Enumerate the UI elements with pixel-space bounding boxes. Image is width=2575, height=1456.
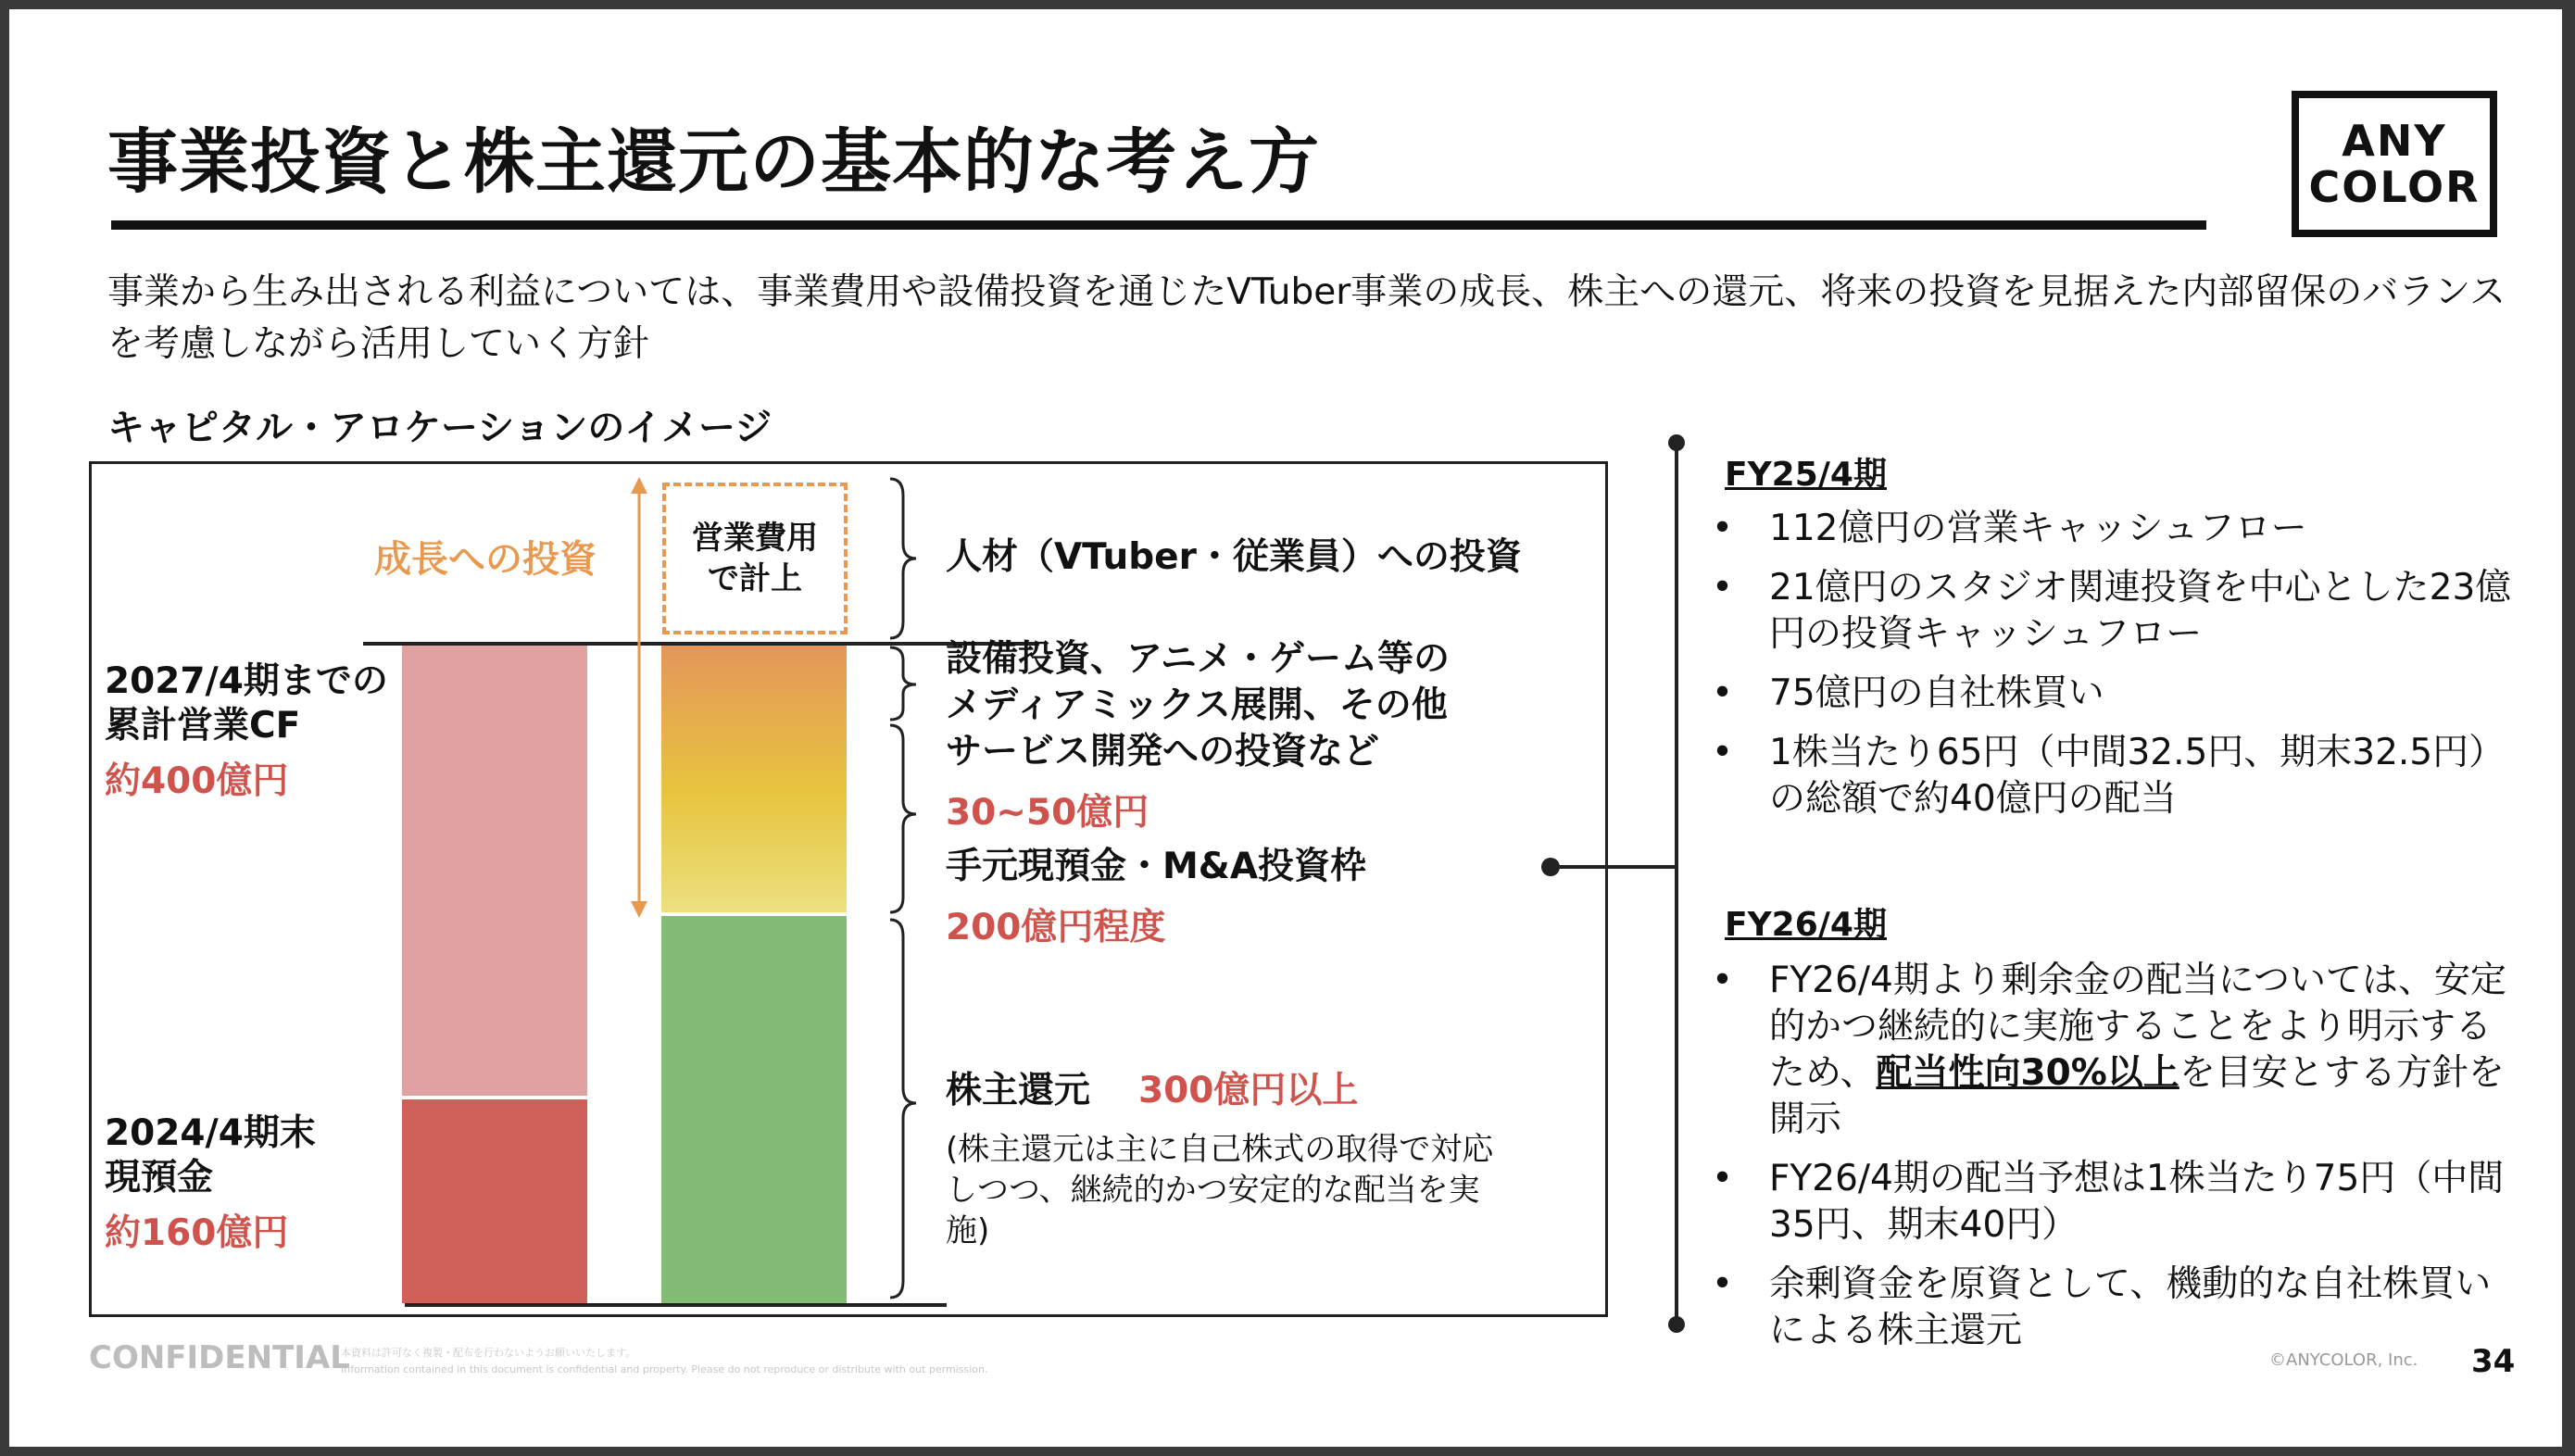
brace-group <box>886 477 923 1311</box>
brace-return <box>890 920 916 1298</box>
title-divider <box>111 220 2206 230</box>
return-note-line-1: (株主還元は主に自己株式の取得で対応 <box>946 1131 1494 1168</box>
diagram-heading: キャピタル・アロケーションのイメージ <box>107 407 772 449</box>
fy25-heading: FY25/4期 <box>1725 456 1887 494</box>
talent-label: 人材（VTuber・従業員）への投資 <box>946 536 1522 578</box>
fy25-list <box>1704 506 2519 835</box>
growth-label: 成長への投資 <box>374 538 597 581</box>
cash-bar <box>402 1099 587 1303</box>
anycolor-logo <box>2292 91 2497 237</box>
opex-line-1: 営業費用 <box>692 520 818 557</box>
bottom-baseline <box>405 1303 947 1307</box>
copyright: ©ANYCOLOR, Inc. <box>2269 1350 2418 1370</box>
cf-amount: 約400億円 <box>105 760 289 802</box>
fy26-bullet-3: • 余剰資金を原資として、機動的な自社株買いによる株主還元 <box>1704 1261 2519 1354</box>
fy25-bullet-1: • 112億円の営業キャッシュフロー <box>1704 506 2519 552</box>
opex-box <box>662 483 848 634</box>
return-amount: 300億円以上 <box>1138 1070 1359 1111</box>
capex-label-line-1: 設備投資、アニメ・ゲーム等の <box>946 638 1451 680</box>
cash-label-line-1: 2024/4期末 <box>105 1112 316 1154</box>
fy26-bullet-1-pre: FY26/4期より剰余金の配当については、安定的かつ継続的に実施することをより明示するため、 <box>1769 960 2507 1094</box>
fy25-bullet-2: • 21億円のスタジオ関連投資を中心とした23億円の投資キャッシュフロー <box>1704 565 2519 658</box>
return-note-line-3: 施) <box>946 1212 990 1249</box>
capex-label-line-2: メディアミックス展開、その他 <box>946 684 1448 726</box>
lead-text: 事業から生み出される利益については、事業費用や設備投資を通じたVTuber事業の成長、株主への還元、将来の投資を見据えた内部留保のバランスを考慮しながら活用していく方針 <box>107 271 2506 365</box>
logo-line-2: COLOR <box>2308 162 2481 212</box>
logo-line-1: ANY <box>2342 116 2447 166</box>
investment-bar <box>661 646 847 912</box>
capex-amount: 30~50億円 <box>946 792 1149 834</box>
return-bar <box>661 916 847 1303</box>
cf-bar <box>402 646 587 1096</box>
diagram-frame <box>89 461 1608 1317</box>
brace-talent <box>890 479 916 638</box>
payout-ratio-highlight: 配当性向30%以上 <box>1876 1052 2179 1094</box>
fy26-bullet-1 <box>1704 958 2519 1143</box>
capex-label-line-3: サービス開発への投資など <box>946 731 1380 772</box>
brace-capex <box>890 647 916 720</box>
fy26-list <box>1704 958 2519 1367</box>
cash-ma-amount: 200億円程度 <box>946 907 1166 948</box>
fy26-heading: FY26/4期 <box>1725 906 1887 944</box>
return-label: 株主還元 <box>946 1070 1091 1111</box>
fy25-bullet-3: • 75億円の自社株買い <box>1704 671 2519 717</box>
cf-label-line-1: 2027/4期までの <box>105 660 388 702</box>
cash-label-line-2: 現預金 <box>105 1157 214 1199</box>
timeline-connector <box>1528 432 1695 1339</box>
cash-ma-label: 手元現預金・M&A投資枠 <box>946 846 1367 887</box>
fy25-bullet-4: • 1株当たり65円（中間32.5円、期末32.5円）の総額で約40億円の配当 <box>1704 730 2519 822</box>
cash-amount: 約160億円 <box>105 1212 289 1254</box>
page-title: 事業投資と株主還元の基本的な考え方 <box>107 120 1320 203</box>
confidential-label: CONFIDENTIAL <box>89 1339 350 1376</box>
fy26-bullet-1-post: を目安とする方針を開示 <box>1769 1052 2505 1140</box>
growth-arrow-icon <box>627 477 651 918</box>
brace-cash <box>890 725 916 912</box>
slide <box>9 9 2562 1447</box>
footer-note-jp: 本資料は許可なく複製・配布を行わないようお願いいたします。 <box>341 1347 636 1359</box>
cf-label-line-2: 累計営業CF <box>105 705 301 747</box>
opex-line-2: で計上 <box>708 560 802 597</box>
fy26-bullet-2: • FY26/4期の配当予想は1株当たり75円（中間35円、期末40円） <box>1704 1156 2519 1249</box>
page-number: 34 <box>2471 1343 2516 1380</box>
footer-note-en: Information contained in this document is confidential and property. Please do not reproduce or distribute with out permission. <box>341 1363 988 1375</box>
return-note-line-2: しつつ、継続的かつ安定的な配当を実 <box>946 1172 1480 1209</box>
